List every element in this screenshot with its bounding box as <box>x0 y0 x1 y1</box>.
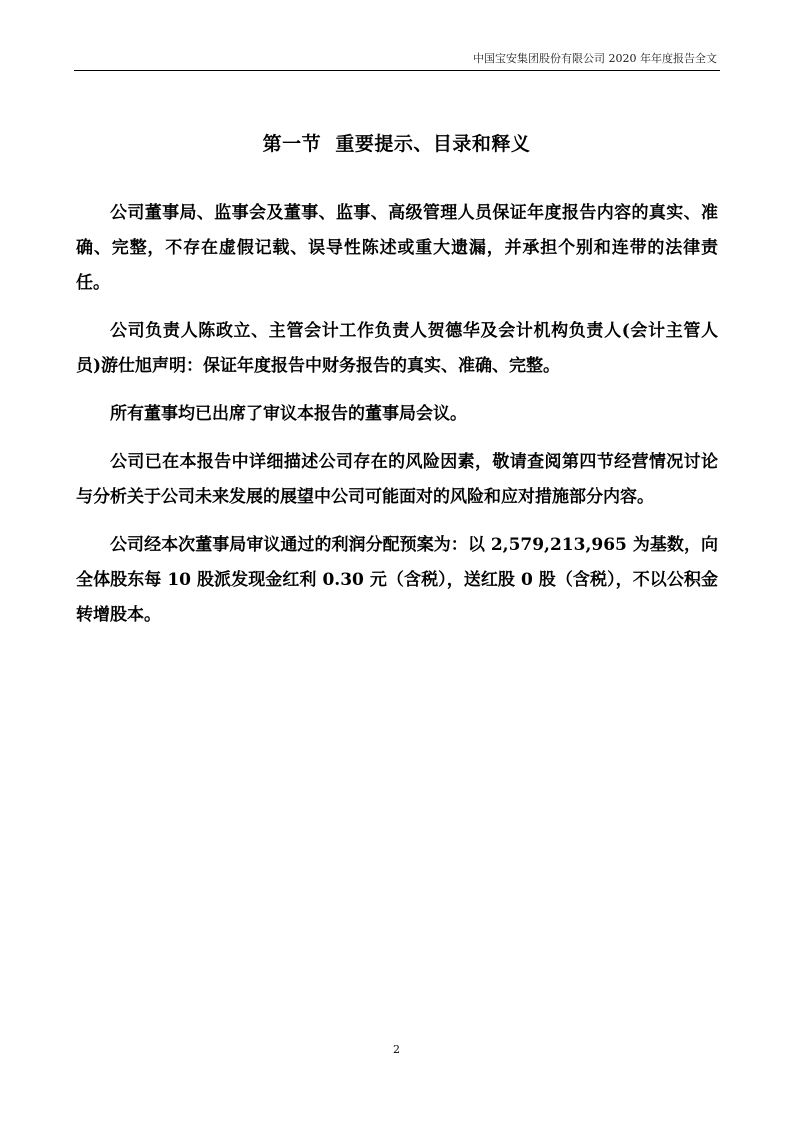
document-body <box>76 196 718 646</box>
directors-attendance-paragraph: 所有董事均已出席了审议本报告的董事局会议。 <box>110 404 467 424</box>
section-title: 第一节 重要提示、目录和释义 <box>262 133 531 155</box>
financial-report-declaration-paragraph: 公司负责人陈政立、主管会计工作负责人贺德华及会计机构负责人(会计主管人员)游仕旭声明：保证年度报告中财务报告的真实、准确、完整。 <box>76 321 718 376</box>
page-number: 2 <box>393 1043 400 1056</box>
running-header: 中国宝安集团股份有限公司 2020 年年度报告全文 <box>473 52 717 65</box>
risk-notice-paragraph: 公司已在本报告中详细描述公司存在的风险因素，敬请查阅第四节经营情况讨论与分析关于公司未来发展的展望中公司可能面对的风险和应对措施部分内容。 <box>76 452 718 507</box>
header-divider <box>74 70 720 71</box>
profit-distribution-paragraph: 公司经本次董事局审议通过的利润分配预案为：以 2,579,213,965 为基数，向全体股东每 10 股派发现金红利 0.30 元（含税），送红股 0 股（含税），不以公积金转增股本。 <box>76 535 718 625</box>
responsibility-statement-paragraph: 公司董事局、监事会及董事、监事、高级管理人员保证年度报告内容的真实、准确、完整，不存在虚假记载、误导性陈述或重大遗漏，并承担个别和连带的法律责任。 <box>76 203 718 293</box>
